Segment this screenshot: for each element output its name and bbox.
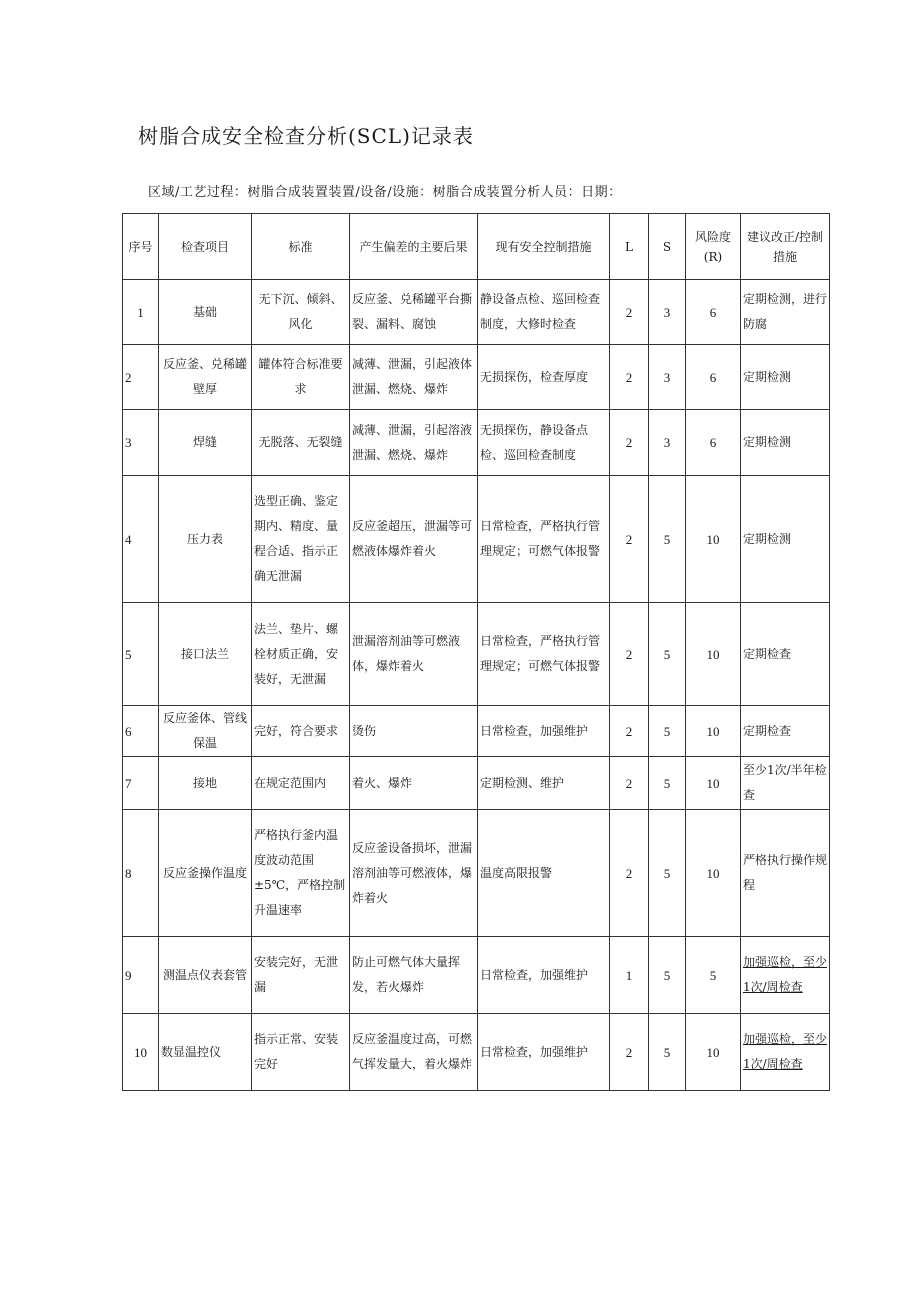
header-measures: 现有安全控制措施 xyxy=(478,214,610,280)
table-row xyxy=(123,937,830,1014)
table-row xyxy=(123,757,830,810)
row-consequence: 防止可燃气体大量挥发，若火爆炸 xyxy=(350,937,478,1014)
row-standard: 在规定范围内 xyxy=(252,757,350,810)
row-standard: 指示正常、安装完好 xyxy=(252,1014,350,1091)
row-measures: 日常检查，严格执行管理规定；可燃气体报警 xyxy=(478,476,610,603)
row-standard: 完好，符合要求 xyxy=(252,706,350,757)
row-seq: 2 xyxy=(123,345,159,410)
row-l: 2 xyxy=(610,1014,649,1091)
row-item: 接口法兰 xyxy=(159,603,252,706)
row-measures: 温度高限报警 xyxy=(478,810,610,937)
row-seq: 3 xyxy=(123,410,159,476)
row-suggest: 定期检测，进行防腐 xyxy=(741,280,830,345)
row-s: 3 xyxy=(649,280,686,345)
row-s: 5 xyxy=(649,476,686,603)
row-r: 5 xyxy=(686,937,741,1014)
row-r: 6 xyxy=(686,345,741,410)
row-seq: 5 xyxy=(123,603,159,706)
header-risk: 风险度(R) xyxy=(686,214,741,280)
row-s: 5 xyxy=(649,810,686,937)
row-item: 反应釜体、管线保温 xyxy=(159,706,252,757)
row-consequence: 减薄、泄漏，引起液体泄漏、燃烧、爆炸 xyxy=(350,345,478,410)
table-row xyxy=(123,810,830,937)
row-suggest: 定期检查 xyxy=(741,603,830,706)
row-r: 10 xyxy=(686,810,741,937)
row-standard: 严格执行釜内温度波动范围±5℃，严格控制升温速率 xyxy=(252,810,350,937)
row-s: 5 xyxy=(649,937,686,1014)
record-meta-line: 区域/工艺过程：树脂合成装置装置/设备/设施：树脂合成装置分析人员：日期： xyxy=(148,185,622,200)
header-consequence: 产生偏差的主要后果 xyxy=(350,214,478,280)
row-consequence: 反应釜超压，泄漏等可燃液体爆炸着火 xyxy=(350,476,478,603)
row-standard: 无下沉、倾斜、风化 xyxy=(252,280,350,345)
row-item: 焊缝 xyxy=(159,410,252,476)
row-l: 2 xyxy=(610,476,649,603)
row-consequence: 反应釜温度过高，可燃气挥发量大，着火爆炸 xyxy=(350,1014,478,1091)
row-consequence: 烫伤 xyxy=(350,706,478,757)
row-s: 3 xyxy=(649,345,686,410)
row-seq: 1 xyxy=(123,280,159,345)
page-title: 树脂合成安全检查分析(SCL)记录表 xyxy=(138,124,474,148)
row-measures: 无损探伤，静设备点检、巡回检查制度 xyxy=(478,410,610,476)
row-standard: 安装完好，无泄漏 xyxy=(252,937,350,1014)
table-row xyxy=(123,603,830,706)
row-r: 10 xyxy=(686,476,741,603)
row-seq: 7 xyxy=(123,757,159,810)
table-row xyxy=(123,1014,830,1091)
row-seq: 9 xyxy=(123,937,159,1014)
row-standard: 选型正确、鉴定期内、精度、量程合适、指示正确无泄漏 xyxy=(252,476,350,603)
header-item: 检查项目 xyxy=(159,214,252,280)
row-seq: 4 xyxy=(123,476,159,603)
row-suggest: 定期检查 xyxy=(741,706,830,757)
row-measures: 无损探伤，检查厚度 xyxy=(478,345,610,410)
row-consequence: 反应釜设备损坏，泄漏溶剂油等可燃液体，爆炸着火 xyxy=(350,810,478,937)
row-suggest: 定期检测 xyxy=(741,410,830,476)
row-r: 6 xyxy=(686,410,741,476)
row-seq: 8 xyxy=(123,810,159,937)
row-standard: 罐体符合标准要求 xyxy=(252,345,350,410)
row-suggest: 定期检测 xyxy=(741,476,830,603)
header-standard: 标准 xyxy=(252,214,350,280)
row-consequence: 反应釜、兑稀罐平台撕裂、漏料、腐蚀 xyxy=(350,280,478,345)
header-l: L xyxy=(610,214,649,280)
row-suggest: 加强巡检，至少1次/周检查 xyxy=(741,1014,830,1091)
row-measures: 日常检查，加强维护 xyxy=(478,706,610,757)
row-s: 5 xyxy=(649,603,686,706)
scl-record-table xyxy=(122,213,830,1091)
row-r: 6 xyxy=(686,280,741,345)
table-row xyxy=(123,410,830,476)
table-row xyxy=(123,280,830,345)
row-l: 2 xyxy=(610,810,649,937)
row-r: 10 xyxy=(686,603,741,706)
row-item: 测温点仪表套管 xyxy=(159,937,252,1014)
row-r: 10 xyxy=(686,1014,741,1091)
row-consequence: 减薄、泄漏，引起溶液泄漏、燃烧、爆炸 xyxy=(350,410,478,476)
row-standard: 无脱落、无裂缝 xyxy=(252,410,350,476)
row-r: 10 xyxy=(686,757,741,810)
header-suggest: 建议改正/控制措施 xyxy=(741,214,830,280)
row-measures: 日常检查，加强维护 xyxy=(478,937,610,1014)
table-row xyxy=(123,706,830,757)
row-suggest: 定期检测 xyxy=(741,345,830,410)
row-seq: 6 xyxy=(123,706,159,757)
row-measures: 静设备点检、巡回检查制度，大修时检查 xyxy=(478,280,610,345)
row-l: 2 xyxy=(610,410,649,476)
table-row xyxy=(123,345,830,410)
row-measures: 定期检测、维护 xyxy=(478,757,610,810)
row-measures: 日常检查，严格执行管理规定；可燃气体报警 xyxy=(478,603,610,706)
row-l: 2 xyxy=(610,603,649,706)
row-suggest: 加强巡检，至少1次/周检查 xyxy=(741,937,830,1014)
header-s: S xyxy=(649,214,686,280)
row-s: 5 xyxy=(649,1014,686,1091)
row-l: 2 xyxy=(610,280,649,345)
row-s: 3 xyxy=(649,410,686,476)
row-item: 数显温控仪 xyxy=(159,1014,252,1091)
row-l: 1 xyxy=(610,937,649,1014)
row-l: 2 xyxy=(610,345,649,410)
row-item: 反应釜、兑稀罐壁厚 xyxy=(159,345,252,410)
row-item: 压力表 xyxy=(159,476,252,603)
row-seq: 10 xyxy=(123,1014,159,1091)
row-item: 基础 xyxy=(159,280,252,345)
row-s: 5 xyxy=(649,706,686,757)
row-item: 反应釜操作温度 xyxy=(159,810,252,937)
row-consequence: 着火、爆炸 xyxy=(350,757,478,810)
row-item: 接地 xyxy=(159,757,252,810)
table-row xyxy=(123,476,830,603)
header-seq: 序号 xyxy=(123,214,159,280)
row-standard: 法兰、垫片、螺栓材质正确，安装好，无泄漏 xyxy=(252,603,350,706)
row-l: 2 xyxy=(610,757,649,810)
row-l: 2 xyxy=(610,706,649,757)
row-consequence: 泄漏溶剂油等可燃液体，爆炸着火 xyxy=(350,603,478,706)
row-measures: 日常检查，加强维护 xyxy=(478,1014,610,1091)
row-r: 10 xyxy=(686,706,741,757)
row-suggest: 严格执行操作规程 xyxy=(741,810,830,937)
row-s: 5 xyxy=(649,757,686,810)
row-suggest: 至少1次/半年检查 xyxy=(741,757,830,810)
table-header-row xyxy=(123,214,830,280)
